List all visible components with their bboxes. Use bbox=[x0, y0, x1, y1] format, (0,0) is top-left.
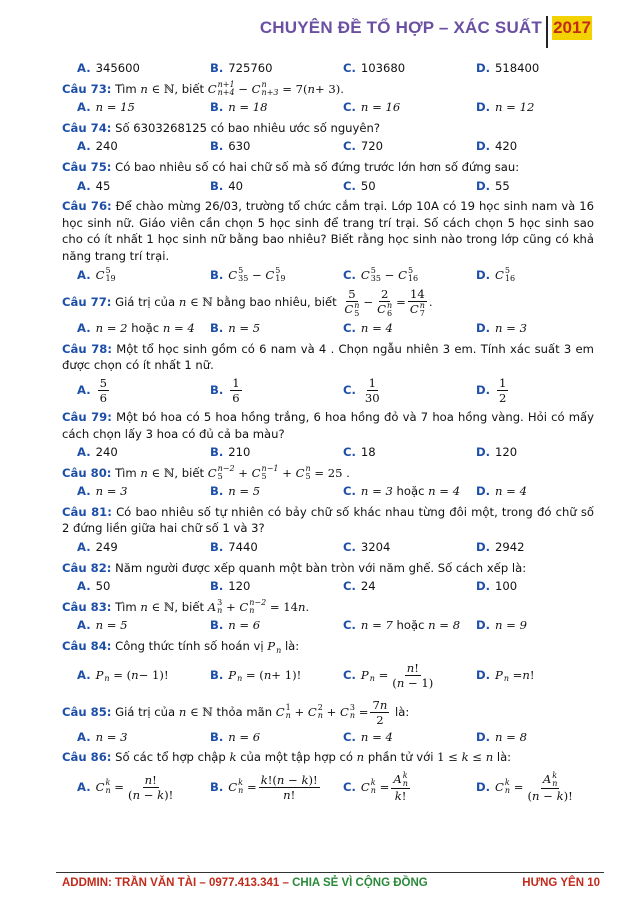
option-a: 345600 bbox=[95, 61, 140, 75]
option-d: 2942 bbox=[495, 540, 525, 555]
option-d-numerator: 1 bbox=[499, 375, 507, 390]
document-body bbox=[62, 58, 594, 807]
option-a: n = 5 bbox=[95, 618, 128, 633]
footer-author-contact: ADDMIN: TRẦN VĂN TÀI – 0977.413.341 – bbox=[62, 877, 289, 889]
option-b: 725760 bbox=[228, 61, 273, 75]
question-text: phần tử với bbox=[367, 750, 434, 765]
question-text: thỏa mãn bbox=[216, 704, 273, 719]
option-a: 45 bbox=[95, 178, 111, 193]
question-text: , biết bbox=[174, 465, 205, 480]
option-b: 120 bbox=[228, 579, 251, 594]
option-c-value2: n = 8 bbox=[428, 618, 461, 633]
page-header bbox=[0, 14, 638, 50]
question-label: Câu 83: bbox=[62, 599, 112, 614]
option-a: n = 15 bbox=[95, 100, 135, 115]
option-a-value2: n = 4 bbox=[162, 321, 195, 336]
question-text: Tìm bbox=[115, 599, 137, 614]
question-label: Câu 75: bbox=[62, 159, 112, 174]
question-text: Công thức tính số hoán vị bbox=[115, 639, 264, 654]
question-label: Câu 77: bbox=[62, 295, 112, 310]
question-label: Câu 82: bbox=[62, 560, 112, 575]
question-text: của một tập hợp có bbox=[240, 750, 353, 765]
question-label: Câu 76: bbox=[62, 199, 112, 214]
option-d: 100 bbox=[495, 579, 518, 594]
option-a: 240 bbox=[95, 445, 118, 460]
question-text: Số các tổ hợp chập bbox=[115, 750, 226, 765]
question-label: Câu 86: bbox=[62, 750, 112, 765]
question-text: Một tổ học sinh gồm có 6 nam và 4 . Chọn ngẫu nhiên 3 em. Tính xác suất 3 em được chọn có ít nhất 1 nữ. bbox=[62, 341, 594, 373]
question-74: Câu 74: Số 6303268125 có bao nhiêu ước số nguyên? A. 240 B. 630 C. 720 D. 420 bbox=[62, 120, 518, 154]
question-86: Câu 86: Số các tổ hợp chập k của một tập hợp có n phần tử với 1 ≤ k ≤ n là: A. C k n = $\frac{n!}{(n - k)!}$ B. C k n = $\frac{k!(n - k)!}{n!}$ C. C k n = A k n k! D. C k n = A k n (n − k)! bbox=[62, 750, 573, 803]
option-d-denominator: 2 bbox=[499, 390, 507, 405]
question-79: Câu 79: Một bó hoa có 5 hoa hồng trắng, 6 hoa hồng đỏ và 7 hoa hồng vàng. Hỏi có mấy cách chọn lấy 3 hoa có đủ cả ba màu? A. 240 B. 210 C. 18 D. 120 bbox=[62, 409, 595, 460]
option-c: n = 16 bbox=[360, 100, 401, 115]
option-b: 40 bbox=[228, 178, 244, 193]
footer-author bbox=[62, 877, 428, 889]
question-75: Câu 75: Có bao nhiêu số có hai chữ số mà số đứng trước lớn hơn số đứng sau: A. 45 B. 40 C. 50 D. 55 bbox=[62, 159, 520, 193]
option-a: 249 bbox=[95, 540, 118, 555]
question-label: Câu 74: bbox=[62, 120, 112, 135]
header-year-badge: 2017 bbox=[552, 16, 592, 40]
option-c: 103680 bbox=[360, 61, 406, 75]
question-text: Số 6303268125 có bao nhiêu ước số nguyên? bbox=[115, 120, 381, 135]
option-d: n = 9 bbox=[495, 618, 527, 633]
option-a: n = 3 bbox=[95, 484, 128, 499]
page-footer bbox=[56, 872, 604, 895]
option-b: 630 bbox=[228, 139, 251, 154]
footer-slogan: CHIA SẺ VÌ CỘNG ĐỒNG bbox=[288, 877, 428, 889]
question-text: Có bao nhiêu số tự nhiên có bảy chữ số khác nhau từng đôi một, trong đó chữ số 2 đứng liền giữa hai chữ số 1 và 3? bbox=[62, 504, 594, 536]
question-78: Câu 78: Một tổ học sinh gồm có 6 nam và 4 . Chọn ngẫu nhiên 3 em. Tính xác suất 3 em được chọn có ít nhất 1 nữ. A. $\frac{5}{6}$ B. $\frac{1}{6}$ C. $\frac{1}{30}$ D. $\frac{1}{2}$ bbox=[62, 341, 594, 405]
option-b: n = 5 bbox=[228, 484, 261, 499]
question-76: Câu 76: Để chào mừng 26/03, trường tổ chức cắm trại. Lớp 10A có 19 học sinh nam và 16 học sinh nữ. Giáo viên cần chọn 5 học sinh để trang trí trại. Số cách chọn 5 học sinh sao cho có ít nhất 1 học sinh nữ bằng bao nhiêu? Biết rằng học sinh nào trong lớp cũng có khả năng trang trí trại. A. C 5 19 B. C 5 35 − C 5 19 C. C 5 35 − C 5 16 D. C 5 16 bbox=[62, 199, 594, 283]
option-d: 518400 bbox=[495, 61, 540, 75]
question-text: là: bbox=[395, 704, 410, 719]
question-85: Câu 85: Giá trị của n ∈ ℕ thỏa mãn C 1 n + C 2 n + C 3 n = $\frac{7n}{2}$ là: A. n = 3 B. n = 6 C. n = 4 D. n = 8 bbox=[62, 697, 527, 744]
option-b: 7440 bbox=[228, 540, 258, 555]
option-a: n = 3 bbox=[95, 729, 128, 744]
option-c-numerator: 1 bbox=[368, 375, 376, 390]
question-text: Có bao nhiêu số có hai chữ số mà số đứng trước lớn hơn số đứng sau: bbox=[115, 159, 520, 174]
question-text: , biết bbox=[174, 81, 205, 96]
option-b-numerator: 1 bbox=[232, 375, 240, 390]
question-label: Câu 79: bbox=[62, 409, 112, 424]
question-77: Câu 77: Giá trị của n ∈ ℕ bằng bao nhiêu, biết 5 C n 5 − 2 C n 6 = 14 C n 7 . A. n = 2 hoặc n = 4 B. n = 5 C. n = 4 D. n = 3 bbox=[62, 287, 527, 336]
option-d: 420 bbox=[495, 139, 518, 154]
option-a: 50 bbox=[95, 579, 111, 594]
question-80: Câu 80: Tìm n ∈ ℕ, biết C n−2 5 + C n−1 5 + C n 5 = 25 . A. n = 3 B. n = 5 C. n = 3 hoặc n = 4 D. n = 4 bbox=[62, 464, 527, 499]
question-label: Câu 78: bbox=[62, 341, 112, 356]
footer-page-label: HƯNG YÊN 10 bbox=[522, 877, 600, 889]
question-text: Giá trị của bbox=[115, 704, 176, 719]
option-c: 3204 bbox=[360, 540, 391, 555]
option-a-value1: n = 2 bbox=[95, 321, 128, 336]
question-text: Một bó hoa có 5 hoa hồng trắng, 6 hoa hồng đỏ và 7 hoa hồng vàng. Hỏi có mấy cách chọn lấy 3 hoa có đủ cả ba màu? bbox=[62, 409, 595, 441]
option-c: 24 bbox=[360, 579, 376, 594]
question-label: Câu 81: bbox=[62, 504, 112, 519]
question-text: là: bbox=[284, 639, 300, 654]
option-b-denominator: 6 bbox=[232, 390, 240, 405]
option-c-or: hoặc bbox=[396, 618, 425, 633]
option-b: 210 bbox=[228, 445, 251, 460]
question-text: Giá trị của bbox=[115, 295, 176, 310]
question-84: Câu 84: Công thức tính số hoán vị P n là: A. P n = ( n − 1)! B. P n = ( n + 1)! C. P n = $\frac{n!}{(n - 1)}$ D. P n = n ! bbox=[62, 639, 535, 690]
option-d: n = 8 bbox=[495, 729, 527, 744]
options-prev-question: A. 345600 B. 725760 C. 103680 D. 518400 bbox=[77, 61, 540, 75]
option-d: 55 bbox=[495, 178, 510, 193]
question-text: Tìm bbox=[115, 465, 137, 480]
question-81: Câu 81: Có bao nhiêu số tự nhiên có bảy chữ số khác nhau từng đôi một, trong đó chữ số 2 đứng liền giữa hai chữ số 1 và 3? A. 249 B. 7440 C. 3204 D. 2942 bbox=[62, 504, 594, 555]
option-c: 50 bbox=[360, 178, 376, 193]
option-a-or: hoặc bbox=[131, 321, 160, 336]
option-c-value1: n = 7 bbox=[360, 618, 393, 633]
option-b: n = 5 bbox=[228, 321, 261, 336]
option-c-value2: n = 4 bbox=[428, 484, 461, 499]
header-title: CHUYÊN ĐỀ TỔ HỢP – XÁC SUẤT bbox=[259, 18, 542, 37]
option-b: n = 6 bbox=[228, 618, 261, 633]
option-d: 120 bbox=[495, 445, 518, 460]
option-d: n = 4 bbox=[495, 484, 527, 499]
option-b: n = 6 bbox=[228, 729, 261, 744]
question-73: Câu 73: Tìm n ∈ ℕ, biết C n+1 n+4 − C n n+3 = 7(n+ 3). A. n = 15 B. n = 18 C. n = 16 D. n = 12 bbox=[62, 80, 535, 115]
option-c: n = 4 bbox=[360, 321, 393, 336]
option-c: n = 4 bbox=[360, 729, 393, 744]
option-a-numerator: 5 bbox=[99, 375, 107, 390]
option-c-denominator: 30 bbox=[364, 390, 380, 405]
question-label: Câu 84: bbox=[62, 639, 112, 654]
option-c-value1: n = 3 bbox=[360, 484, 393, 499]
option-c-or: hoặc bbox=[396, 484, 425, 499]
question-label: Câu 73: bbox=[62, 81, 112, 96]
header-divider bbox=[546, 16, 548, 48]
question-label: Câu 85: bbox=[62, 704, 112, 719]
question-text: Năm người được xếp quanh một bàn tròn với năm ghế. Số cách xếp là: bbox=[115, 560, 527, 575]
option-b: n = 18 bbox=[228, 100, 268, 115]
question-text: bằng bao nhiêu, biết bbox=[216, 295, 337, 310]
question-text: , biết bbox=[174, 599, 205, 614]
option-d: n = 3 bbox=[495, 321, 527, 336]
option-d: n = 12 bbox=[495, 100, 535, 115]
option-a-denominator: 6 bbox=[99, 390, 107, 405]
option-c: 720 bbox=[360, 139, 384, 154]
option-c: 18 bbox=[360, 445, 376, 460]
option-a: 240 bbox=[95, 139, 118, 154]
question-83: Câu 83: Tìm n ∈ ℕ, biết A 3 n + C n−2 n = 14n. A. n = 5 B. n = 6 C. n = 7 hoặc n = 8 D. n = 9 bbox=[62, 598, 527, 633]
question-label: Câu 80: bbox=[62, 465, 112, 480]
question-82: Câu 82: Năm người được xếp quanh một bàn tròn với năm ghế. Số cách xếp là: A. 50 B. 120 C. 24 D. 100 bbox=[62, 560, 527, 594]
question-text: Để chào mừng 26/03, trường tổ chức cắm trại. Lớp 10A có 19 học sinh nam và 16 học sinh nữ. Giáo viên cần chọn 5 học sinh để trang trí trại. Số cách chọn 5 học sinh sao cho có ít nhất 1 học sinh nữ bằng bao nhiêu? Biết rằng học sinh nào trong lớp cũng có khả năng trang trí trại. bbox=[62, 199, 594, 263]
question-text: Tìm bbox=[115, 81, 137, 96]
question-text: là: bbox=[496, 750, 512, 765]
